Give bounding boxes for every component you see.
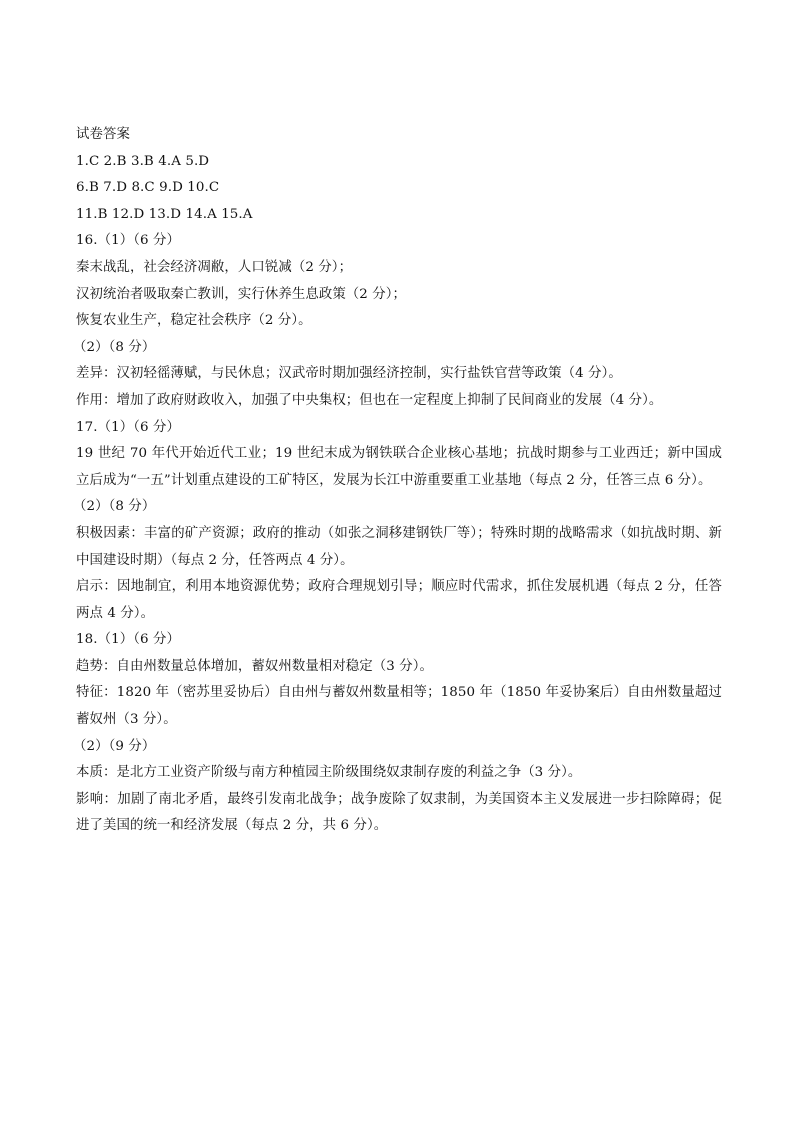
q17-part2-inspiration: 启示：因地制宜，利用本地资源优势；政府合理规划引导；顺应时代需求，抓住发展机遇（每点 2 分，任答两点 4 分）。 (76, 579, 722, 621)
mc-answers-row-3: 11.B 12.D 13.D 14.A 15.A (76, 206, 253, 222)
q17-part1-paragraph: 19 世纪 70 年代开始近代工业；19 世纪末成为钢铁联合企业核心基地；抗战时期参与工业西迁；新中国成立后成为“一五”计划重点建设的工矿特区，发展为长江中游重要重工业基地（每点 2 分，任答三点 6 分）。 (76, 446, 722, 488)
q17-part2-positive-factors: 积极因素：丰富的矿产资源；政府的推动（如张之洞移建钢铁厂等）；特殊时期的战略需求（如抗战时期、新中国建设时期）（每点 2 分，任答两点 4 分）。 (76, 525, 722, 568)
q16-part1-line-3: 恢复农业生产，稳定社会秩序（2 分）。 (76, 313, 312, 329)
q16-part2-header: （2）（8 分） (73, 339, 156, 355)
answer-content (73, 122, 722, 840)
q18-part2-header: （2）（9 分） (73, 738, 156, 754)
q18-part1-trend: 趋势：自由州数量总体增加，蓄奴州数量相对稳定（3 分）。 (76, 658, 434, 674)
q16-part1-line-1: 秦末战乱，社会经济凋敝，人口锐减（2 分）； (76, 259, 353, 275)
q18-part1-features: 特征：1820 年（密苏里妥协后）自由州与蓄奴州数量相等；1850 年（1850 年妥协案后）自由州数量超过蓄奴州（3 分）。 (76, 685, 722, 728)
q17-part1-header: 17.（1）（6 分） (76, 419, 180, 435)
page-title: 试卷答案 (76, 127, 130, 142)
q16-part1-header: 16.（1）（6 分） (76, 233, 180, 249)
q17-part2-header: （2）（8 分） (73, 499, 156, 515)
q18-part2-essence: 本质：是北方工业资产阶级与南方种植园主阶级围绕奴隶制存废的利益之争（3 分）。 (76, 765, 582, 781)
q16-part1-line-2: 汉初统治者吸取秦亡教训，实行休养生息政策（2 分）； (76, 286, 407, 302)
q16-part2-effect: 作用：增加了政府财政收入，加强了中央集权；但也在一定程度上抑制了民间商业的发展（4 分）。 (76, 392, 663, 408)
mc-answers-row-1: 1.C 2.B 3.B 4.A 5.D (76, 153, 210, 169)
q18-part2-impact: 影响：加剧了南北矛盾，最终引发南北战争；战争废除了奴隶制，为美国资本主义发展进一步扫除障碍；促进了美国的统一和经济发展（每点 2 分，共 6 分）。 (76, 791, 722, 834)
mc-answers-row-2: 6.B 7.D 8.C 9.D 10.C (76, 180, 220, 196)
q16-part2-difference: 差异：汉初轻徭薄赋，与民休息；汉武帝时期加强经济控制，实行盐铁官营等政策（4 分）。 (76, 366, 622, 382)
q18-part1-header: 18.（1）（6 分） (76, 632, 180, 648)
